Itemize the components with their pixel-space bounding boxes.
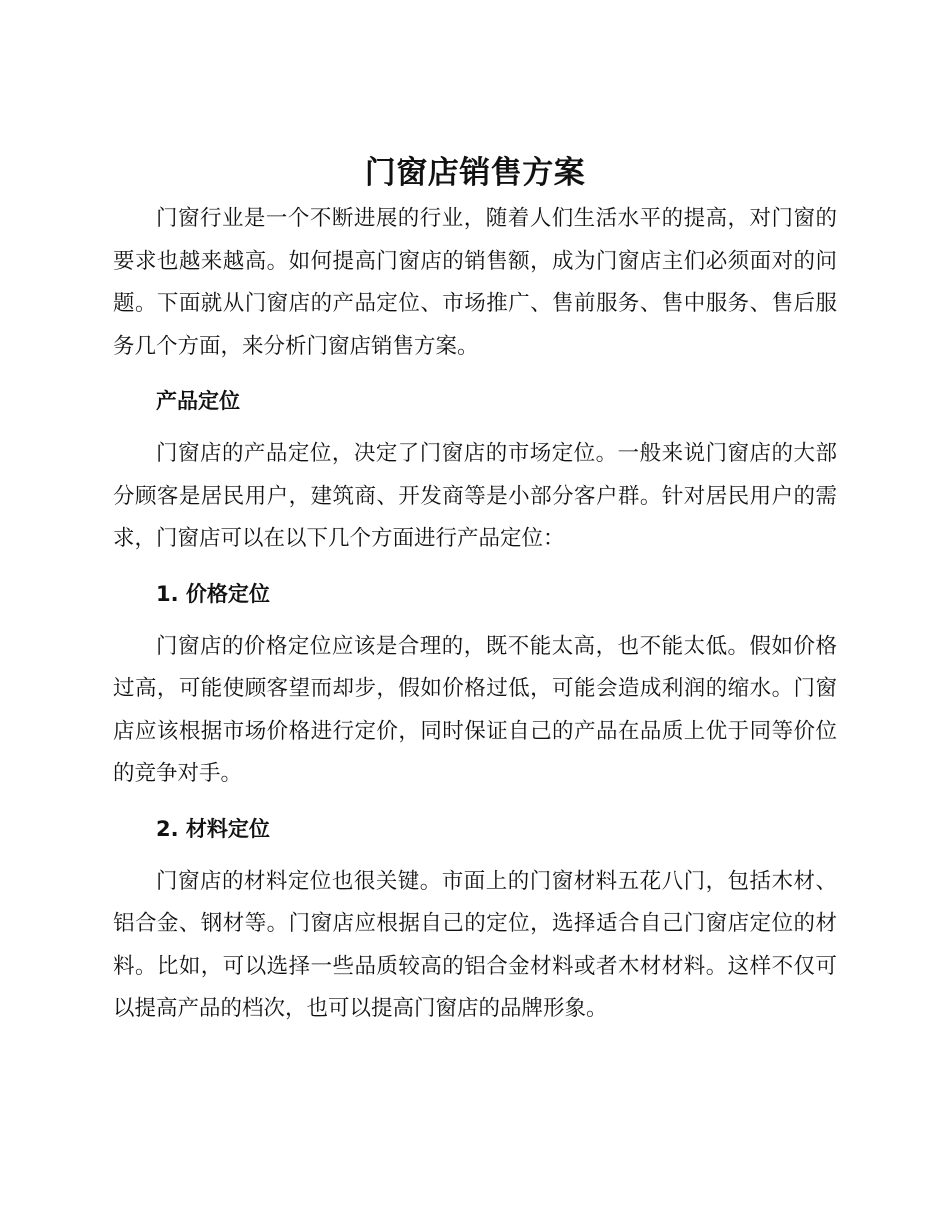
section-heading-material-positioning: 2. 材料定位 [156,816,270,841]
section-heading-product-positioning: 产品定位 [156,389,240,413]
section-body-product-positioning: 门窗店的产品定位，决定了门窗店的市场定位。一般来说门窗店的大部分顾客是居民用户，建筑商、开发商等是小部分客户群。针对居民用户的需求，门窗店可以在以下几个方面进行产品定位： [113,441,837,551]
document-title: 门窗店销售方案 [364,155,586,191]
section-body-material-positioning: 门窗店的材料定位也很关键。市面上的门窗材料五花八门，包括木材、铝合金、钢材等。门窗店应根据自己的定位，选择适合自己门窗店定位的材料。比如，可以选择一些品质较高的铝合金材料或者木材材料。这样不仅可以提高产品的档次，也可以提高门窗店的品牌形象。 [113,868,837,1021]
section-heading-price-positioning: 1. 价格定位 [156,581,270,606]
section-body-price-positioning: 门窗店的价格定位应该是合理的，既不能太高，也不能太低。假如价格过高，可能使顾客望而却步，假如价格过低，可能会造成利润的缩水。门窗店应该根据市场价格进行定价，同时保证自己的产品在品质上优于同等价位的竞争对手。 [113,633,837,786]
intro-paragraph: 门窗行业是一个不断进展的行业，随着人们生活水平的提高，对门窗的要求也越来越高。如何提高门窗店的销售额，成为门窗店主们必须面对的问题。下面就从门窗店的产品定位、市场推广、售前服务、售中服务、售后服务几个方面，来分析门窗店销售方案。 [113,206,837,359]
document-page [113,150,837,1031]
